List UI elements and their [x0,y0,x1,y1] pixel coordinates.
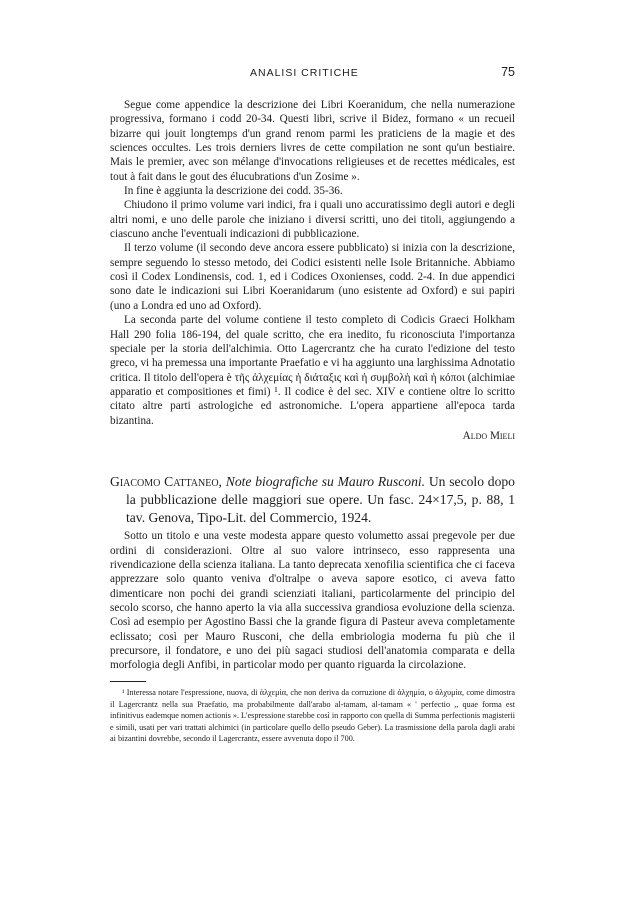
page-number: 75 [501,65,515,79]
footnotes [110,687,515,745]
running-title: ANALISI CRITICHE [250,67,359,79]
review1-paragraph-3: Chiudono il primo volume vari indici, fra i quali uno accuratissimo degli autori e degli altri nomi, e uno delle parole che iniziano i diversi scritti, uno dei titoli, aggiungendo a ciascuno anche l'eventuali indicazioni di pubblicazione. [110,199,515,241]
review-cattaneo-rusconi [110,473,515,673]
footnote-1: ¹ Interessa notare l'espressione, nuova, di ἀλχεμία, che non deriva da corruzione di ἀλχημία, o ἀλχυμία, come dimostra il Lagercrantz nella sua Praefatio, ma probabilmente dall'arabo al-tamam, al-tamam « ' perfectio ,, quae forma est infinitivus eademque nomen actionis ». L'espressione starebbe così in rapporto con quella di Summa perfectionis magisterii e simili, usati per vari trattati alchimici (in particolare quello dello pseudo Geber). La trasmissione della parola dagli arabi ai bizantini dovrebbe, secondo il Lagercrantz, essere avvenuta dopo il 700. [110,688,515,743]
review-libri-koeranidum [110,98,515,443]
review1-signature: Aldo Mieli [462,429,515,442]
review1-paragraph-2: In fine è aggiunta la descrizione dei codd. 35-36. [124,185,343,198]
review2-bibliographic-details: Un secolo dopo la pubblicazione delle maggiori sue opere. Un fasc. 24×17,5, p. 88, 1 tav. Genova, Tipo-Lit. del Commercio, 1924. [126,474,515,525]
review1-paragraph-5: La seconda parte del volume contiene il testo completo di Codicis Graeci Holkham Hall 290 folia 186-194, del quale scritto, che era inedito, fu riconosciuta l'importanza speciale per la storia dell'alchimia. Otto Lagercrantz che ha curato l'edizione del testo greco, vi ha premessa una importante Praefatio e vi ha aggiunto una larghissima Adnotatio critica. Il titolo dell'opera è τῆς ἀλχεμίας ἡ διάταξις καὶ ἡ συμβολὴ καὶ ἡ κόποι (alchimiae apparatio et compositiones et fimi) ¹. Il codice è del sec. XIV e contiene oltre lo scritto citato altre parti astrologiche ed astronomiche. L'opera appartiene all'epoca tarda bizantina. [110,314,515,427]
review2-paragraph-1: Sotto un titolo e una veste modesta appare questo volumetto assai pregevole per due ordini di considerazioni. Oltre al suo valore intrinseco, esso rappresenta una rivendicazione della scienza italiana. La tanto deprecata xenofilia scientifica che ci faceva apprezzare solo quanto veniva d'oltralpe o aveva sapore esotico, ci aveva fatto dimenticare non pochi dei grandi scienziati italiani, particolarmente del principio del secolo scorso, che hanno aperto la via alla successiva grandiosa evoluzione della scienza. Così ad esempio per Agostino Bassi che la grande figura di Pasteur aveva completamente eclissato; così per Mauro Rusconi, che della embriologia moderna fu più che il precursore, il fondatore, e uno dei più sagaci studiosi dell'anatomia comparata e della morfologia degli Anfibi, in particolar modo per quanto riguarda la circolazione. [110,530,515,672]
review2-author: Giacomo Cattaneo, [110,474,222,489]
review1-paragraph-1: Segue come appendice la descrizione dei Libri Koeranidum, che nella numerazione progressiva, formano i codd 20-34. Questi libri, scrive il Bidez, formano « un recueil bizarre qui jouit longtemps d'un grand renom parmi les praticiens de la magie et des sciences occultes. Les trois derniers livres de cette compilation ne sont qu'un bestiaire. Mais le premier, avec son mélange d'invocations religieuses et de recettes médicales, est tout à fait dans le gout des élucubrations d'un Zosime ». [110,99,515,183]
review2-heading [110,473,515,526]
footnote-separator [110,681,146,682]
running-header [110,67,515,83]
review2-book-title: Note biografiche su Mauro Rusconi. [225,474,426,489]
review1-paragraph-4: Il terzo volume (il secondo deve ancora essere pubblicato) si inizia con la descrizione, sempre seguendo lo stesso metodo, dei Codici esistenti nelle Isole Britanniche. Abbiamo così il Codex Londinensis, cod. 1, ed i Codices Oxonienses, codd. 2-4. In due appendici sono date le indicazioni sui Libri Koeranidarum (uno esistente ad Oxford) e sui papiri (uno a Londra ed uno ad Oxford). [110,242,515,312]
